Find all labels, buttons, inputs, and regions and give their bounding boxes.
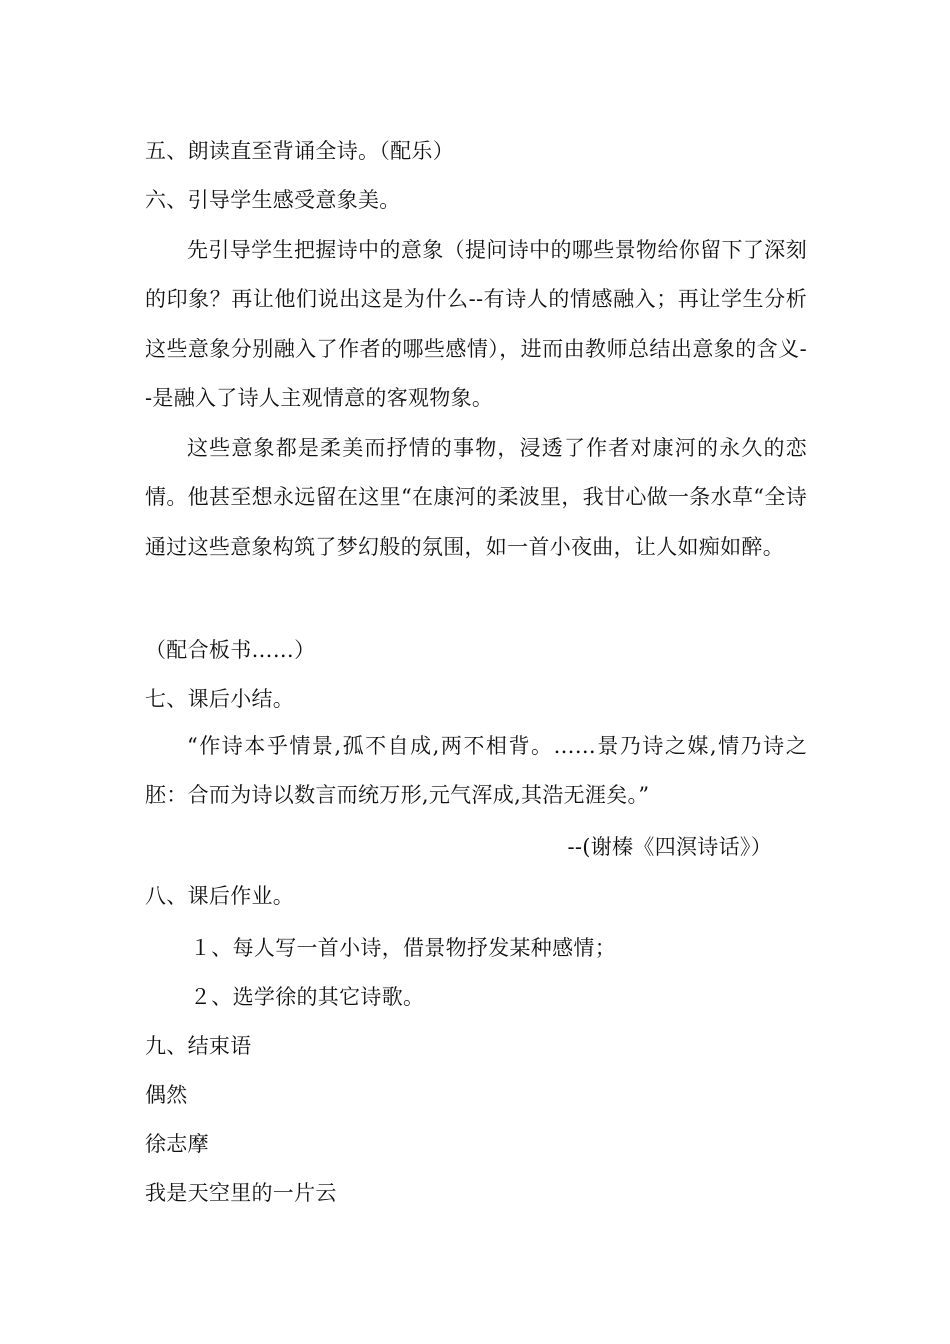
homework-item-1: １、每人写一首小诗，借景物抒发某种感情；	[190, 936, 616, 960]
poem-author: 徐志摩	[145, 1132, 209, 1156]
section-7-heading: 七、课后小结。	[145, 687, 295, 711]
quotation-source: --(谢榛《四溟诗话》）	[567, 835, 772, 859]
paragraph-imagery-analysis: 这些意象都是柔美而抒情的事物，浸透了作者对康河的永久的恋情。他甚至想永远留在这里“在康河的柔波里，我甘心做一条水草“全诗通过这些意象构筑了梦幻般的氛围，如一首小夜曲，让人如痴如醉。	[145, 436, 807, 559]
section-5-heading: 五、朗读直至背诵全诗。（配乐）	[145, 139, 454, 163]
homework-item-2: ２、选学徐的其它诗歌。	[190, 985, 425, 1009]
paragraph-imagery-guidance: 先引导学生把握诗中的意象（提问诗中的哪些景物给你留下了深刻的印象？再让他们说出这是为什么--有诗人的情感融入；再让学生分析这些意象分别融入了作者的哪些感情），进而由教师总结出意象的含义--是融入了诗人主观情意的客观物象。	[145, 238, 807, 410]
board-note: （配合板书……）	[145, 638, 316, 662]
poem-title: 偶然	[145, 1083, 188, 1107]
section-6-heading: 六、引导学生感受意象美。	[145, 188, 401, 212]
quotation-paragraph: “作诗本乎情景,孤不自成,两不相背。……景乃诗之媒,情乃诗之胚：合而为诗以数言而统万形,元气浑成,其浩无涯矣。”	[145, 734, 807, 808]
section-9-heading: 九、结束语	[145, 1034, 252, 1058]
section-8-heading: 八、课后作业。	[145, 884, 295, 908]
poem-line-1: 我是天空里的一片云	[145, 1181, 337, 1205]
